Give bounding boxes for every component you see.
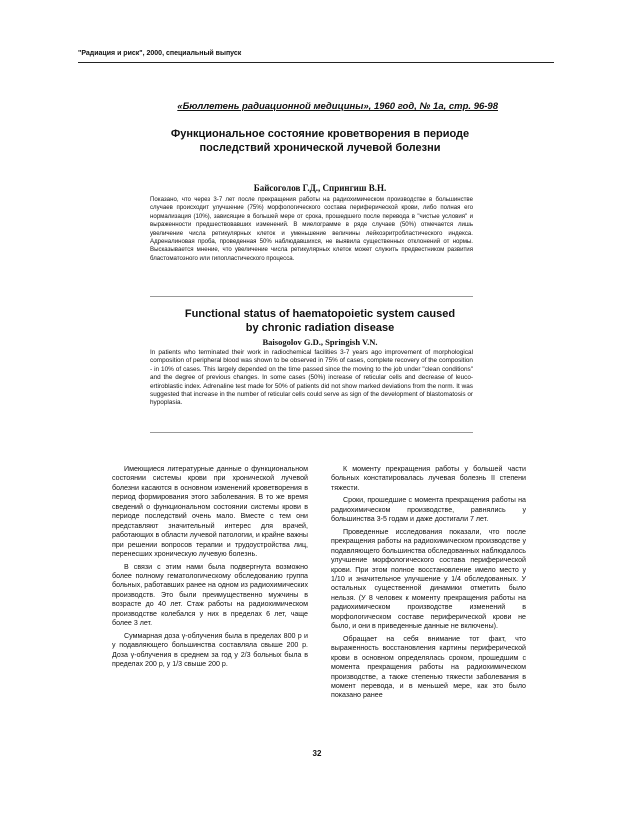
abstract-ru-separator xyxy=(150,296,473,297)
page-number: 32 xyxy=(312,749,322,758)
title-en xyxy=(120,308,520,335)
title-en-line1: Functional status of haematopoietic system caused xyxy=(184,308,456,320)
left-paragraph-1: Имеющиеся литературные данные о функциональном состоянии системы крови при хронической лучевой болезни касаются в основном изменений кроветворения в период формирования этого заболевания. В то же время сведений о функциональном состоянии системы крови в периоде последствий очень мало. Вместе с тем они представляют значительный интерес для врачей, работающих в области лучевой патологии, и крайне важны при решении вопросов терапии и трудоустройства лиц, перенесших хроническую лучевую болезнь. xyxy=(112,465,308,559)
right-paragraph-3: Проведенные исследования показали, что после прекращения работы на радиохимическом производстве у подавляющего большинства обследованных наблюдалось улучшение морфологического состава периферической крови. При этом полное восстановление имело место у 1/10 и значительное улучшение у 1/4 обследованных. У остальных существенной динамики отметить было нельзя. (У 8 человек к моменту прекращения работы на радиохимическом производстве изменений в морфологическом составе периферической крови не было, и они в приведенные данные не включены). xyxy=(331,527,526,631)
title-en-line2: by chronic radiation disease xyxy=(245,321,395,334)
left-paragraph-3: Суммарная доза γ-облучения была в пределах 800 р и у подавляющего большинства составляла свыше 200 р. Доза γ-облучения в среднем за год у 2/3 больных была в пределах 200 р, у 1/3 свыше 200 р. xyxy=(112,631,308,669)
title-ru-line2: последствий хронической лучевой болезни xyxy=(199,141,441,154)
abstract-en-separator xyxy=(150,432,473,433)
authors-ru: Байсоголов Г.Д., Спрингиш В.Н. xyxy=(253,183,387,193)
abstract-en: In patients who terminated their work in radiochemical facilities 3-7 years ago improvement of morphological composition of peripheral blood was shown to be observed in 75% of cases, complete recovery of the composition - in 10% of cases. This largely depended on the time passed since the moving to the job under "clean conditions" and the degree of previous changes. In some cases (50%) increase of reticular cells and decrease of leuco-ertiroblastic index. Adrenaline test made for 50% of patients did not show marked deviations from the norm. It was suggested that increase in the number of reticular cells could serve as sign of the development of blastomatosis or hypoplasia. xyxy=(150,349,473,407)
column-left xyxy=(112,465,308,673)
right-paragraph-2: Сроки, прошедшие с момента прекращения работы на радиохимическом производстве, равнялись у большинства 3-5 годам и даже достигали 7 лет. xyxy=(331,496,526,524)
title-ru-line1: Функциональное состояние кроветворения в периоде xyxy=(170,128,470,140)
title-ru xyxy=(120,128,520,155)
source-citation: «Бюллетень радиационной медицины», 1960 год, № 1а, стр. 96-98 xyxy=(177,101,498,112)
right-paragraph-4: Обращает на себя внимание тот факт, что выраженность восстановления картины периферической крови в основном определялась сроком, прошедшим с момента прекращения работы на радиохимическом производстве, а также степенью тяжести заболевания в момент перевода, и в меньшей мере, как это было показано ранее xyxy=(331,634,526,700)
left-paragraph-2: В связи с этим нами была подвергнута возможно более полному гематологическому обследованию группа больных, работавших ранее на одном из радиохимических производств. Это были преимущественно мужчины в возрасте до 40 лет. Стаж работы на радиохимическом производстве колебался у них в пределах 6 лет, чаще более 3 лет. xyxy=(112,562,308,628)
running-title: "Радиация и риск", 2000, специальный выпуск xyxy=(78,50,242,57)
header-rule xyxy=(78,62,554,63)
column-right xyxy=(331,465,526,704)
authors-en: Baisogolov G.D., Springish V.N. xyxy=(262,337,378,347)
right-paragraph-1: К моменту прекращения работы у большей части больных констатировалась лучевая болезнь II степени тяжести. xyxy=(331,465,526,492)
abstract-ru: Показано, что через 3-7 лет после прекращения работы на радиохимическом производстве в большинстве случаев происходит улучшение (75%) морфологического состава периферической крови, либо полная его нормализация (10%), зависящие в большей мере от срока, прошедшего после перевода в "чистые условия" и выраженности предшествовавших изменений. В миелограмме в ряде случаев (50%) отмечается лишь увеличение числа ретикулярных клеток и уменьшение величины лейкоэритробластического индекса. Адреналиновая проба, проведенная 50% наблюдавшихся, не выявила существенных отклонений от нормы. Высказывается мнение, что увеличение числа ретикулярных клеток может служить предвестником развития бластоматозного или гипопластического процесса. xyxy=(150,196,473,262)
